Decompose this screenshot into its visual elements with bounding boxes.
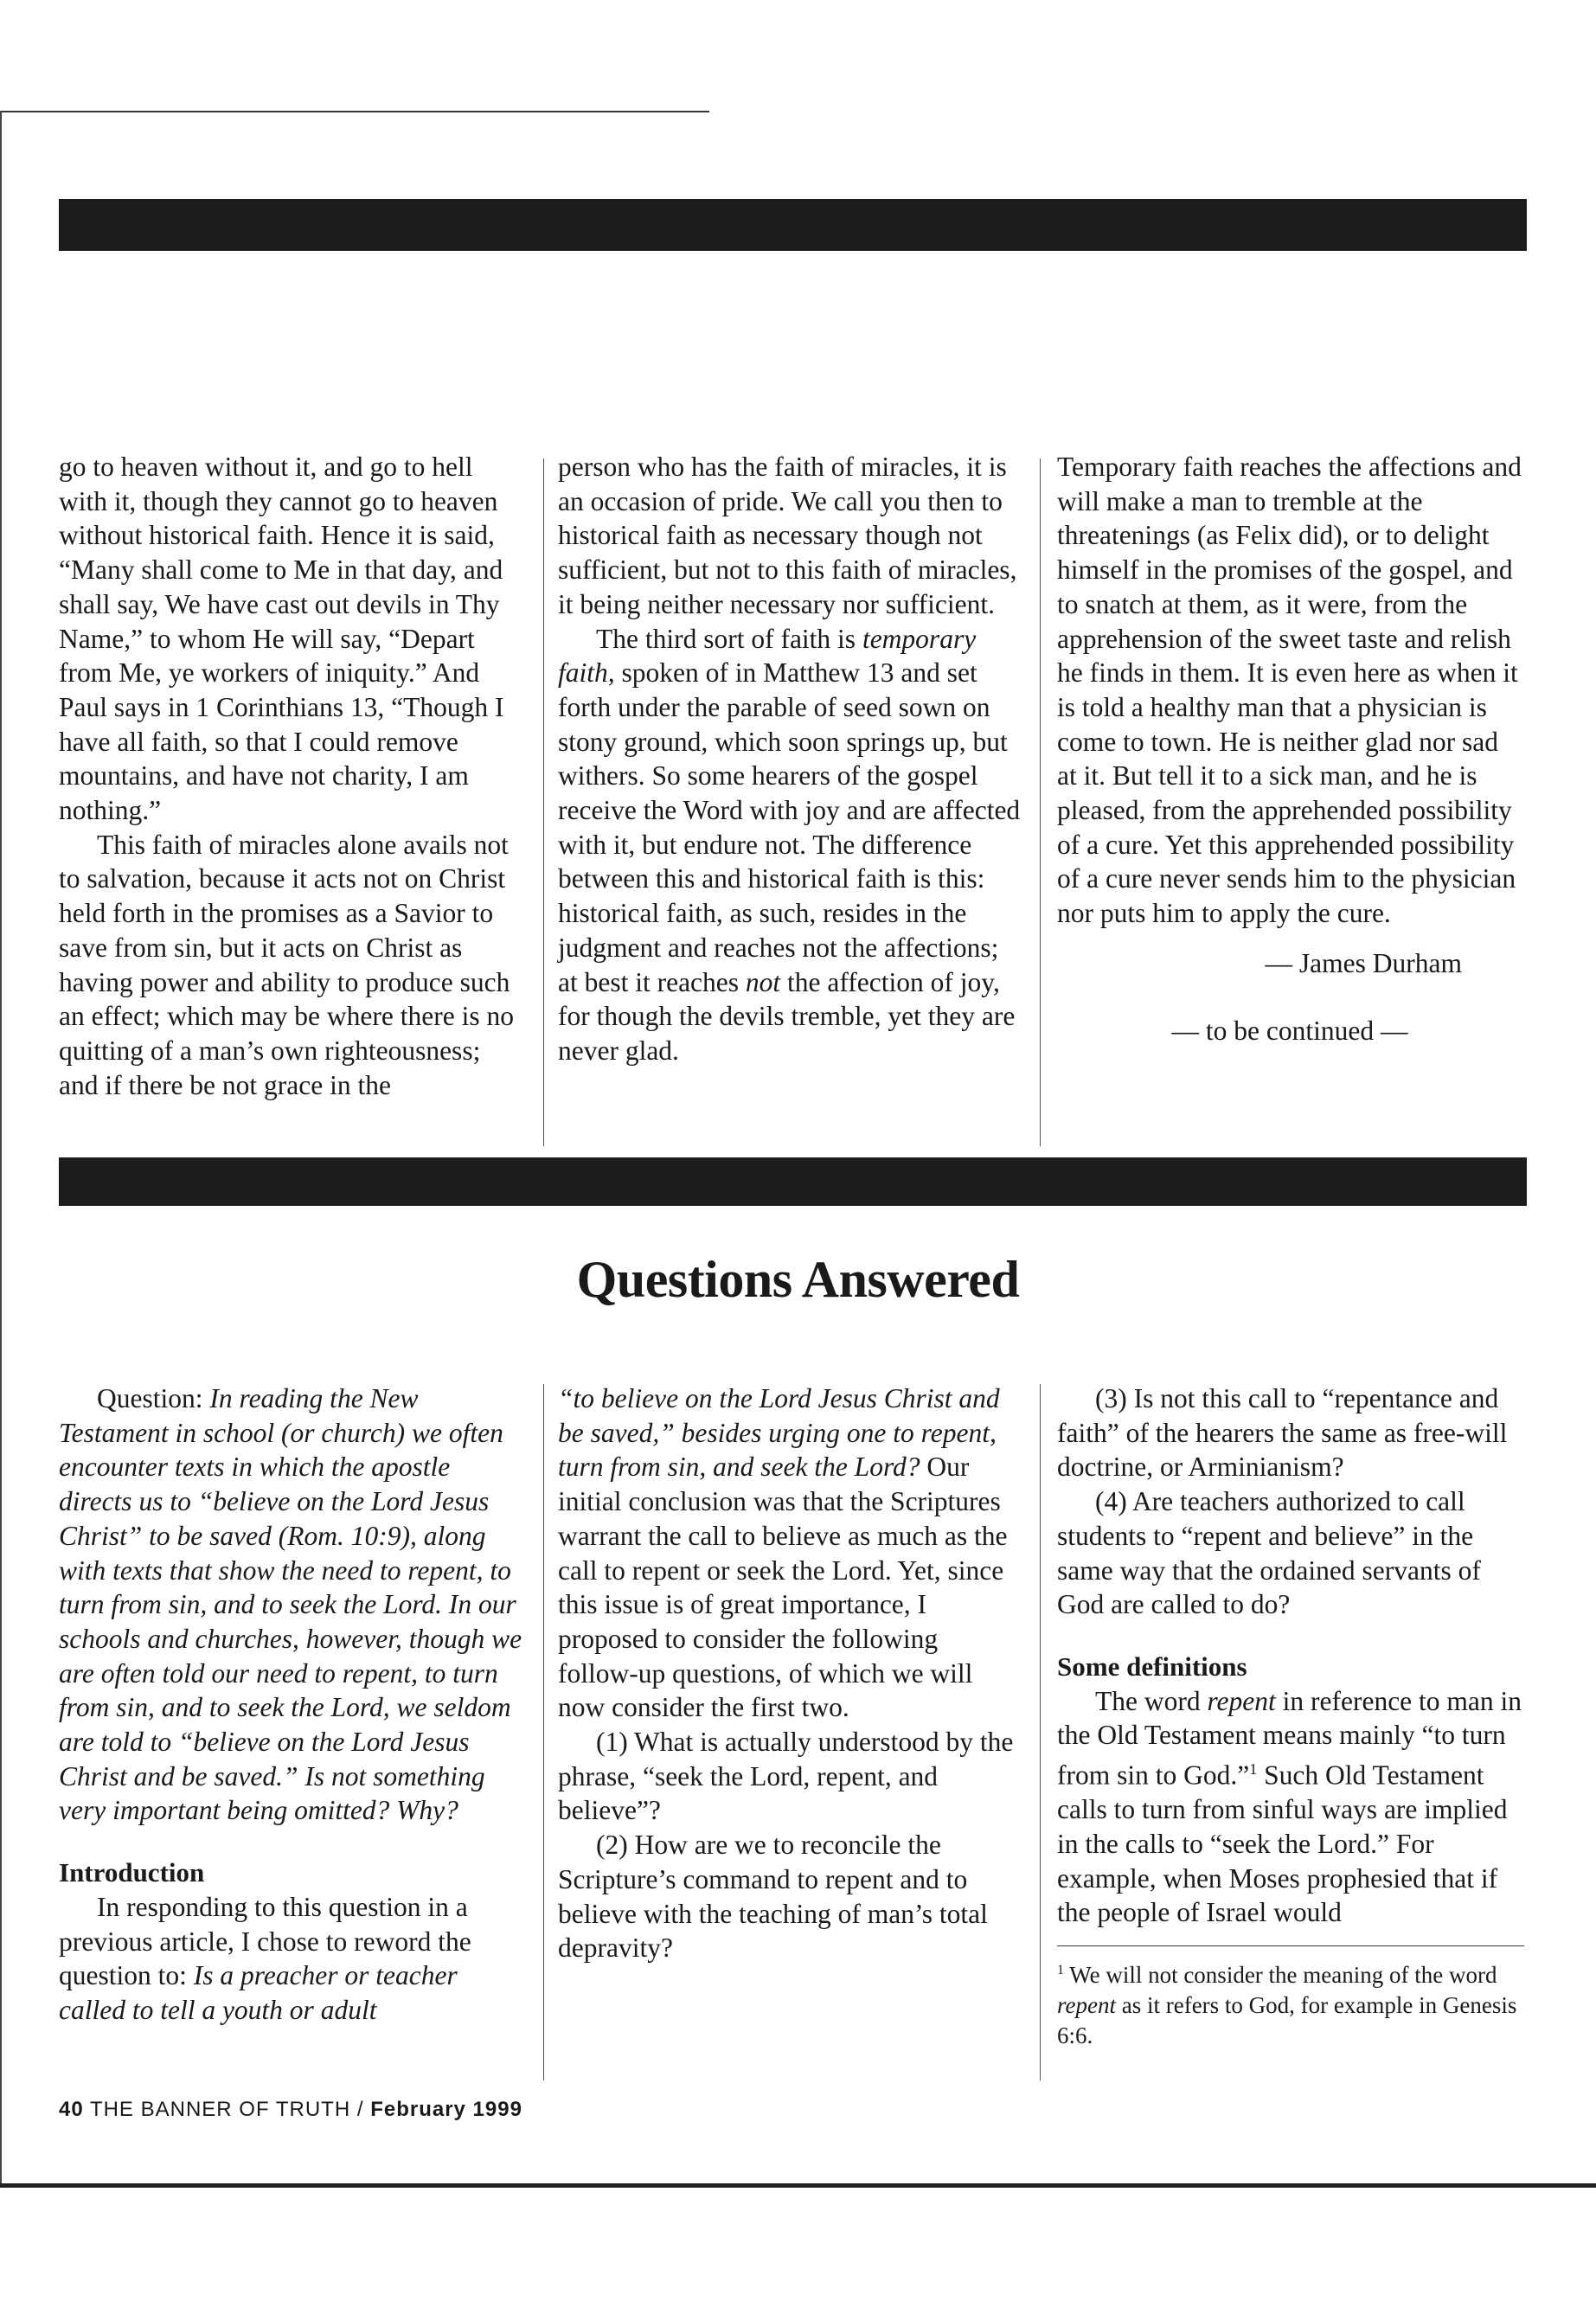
column-divider bbox=[1040, 458, 1041, 1146]
publication-name: THE BANNER OF TRUTH bbox=[89, 2098, 351, 2121]
column-divider bbox=[543, 1384, 544, 2080]
footnote-rule bbox=[1057, 1945, 1524, 1946]
middle-decorative-band bbox=[59, 1157, 1527, 1206]
article1-column-3 bbox=[1057, 450, 1522, 1048]
continued-note: — to be continued — bbox=[1171, 1015, 1408, 1046]
left-margin-rule bbox=[0, 111, 2, 2187]
author-signature: — James Durham bbox=[1265, 947, 1462, 978]
article2-col2-paragraph-1: “to believe on the Lord Jesus Christ and be saved,” besides urging one to repent, turn from sin, and seek the Lord? Our initial conclusion was that the Scriptures warrant the call to believe as much as the call to repent or seek the Lord. Yet, since this issue is of great importance, I proposed to consider the following follow-up questions, of which we will now consider the first two. bbox=[558, 1383, 1008, 1723]
introduction-paragraph: In responding to this question in a previous article, I chose to reword the question to: Is a preacher or teacher called to tell a youth or adult bbox=[59, 1891, 471, 2025]
footer-separator: / bbox=[356, 2098, 364, 2121]
article1-col3-paragraph-1: Temporary faith reaches the affections and will make a man to tremble at the threatenings (as Felix did), or to delight himself in the promises of the gospel, and to snatch at them, as it were, from the apprehension of the sweet taste and relish he finds in them. It is even here as when it is told a healthy man that a physician is come to town. He is neither glad nor sad at it. But tell it to a sick man, and he is pleased, from the apprehended possibility of a cure. Yet this apprehended possibility of a cure never sends him to the physician nor puts him to apply the cure. bbox=[1057, 452, 1522, 929]
column-divider bbox=[543, 458, 544, 1146]
top-rule bbox=[0, 111, 709, 112]
follow-up-question-4: (4) Are teachers authorized to call students to “repent and believe” in the same way that the ordained servants of God are called to do? bbox=[1057, 1486, 1481, 1620]
article1-column-2 bbox=[558, 450, 1023, 1068]
footnote-reference: 1 bbox=[1249, 1760, 1258, 1779]
follow-up-question-2: (2) How are we to reconcile the Scripture’s command to repent and to believe with the teaching of man’s total depravity? bbox=[558, 1830, 988, 1964]
article2-column-2 bbox=[558, 1381, 1023, 1965]
footnote: $^1$ We will not consider the meaning of the word repent as it refers to God, for example in Genesis 6:6. bbox=[1057, 1962, 1517, 2049]
page-footer bbox=[59, 2098, 522, 2122]
top-decorative-band bbox=[59, 199, 1527, 251]
page-number: 40 bbox=[59, 2098, 84, 2121]
article1-col2-paragraph-2: The third sort of faith is temporary faith, spoken of in Matthew 13 and set forth under the parable of seed sown on stony ground, which soon springs up, but withers. So some hearers of the gospel receive the Word with joy and are affected with it, but endure not. The difference between this and historical faith is this: historical faith, as such, resides in the judgment and reaches not the affections; at best it reaches not the affection of joy, for though the devils tremble, yet they are never glad. bbox=[558, 623, 1021, 1066]
issue-date: February 1999 bbox=[370, 2098, 522, 2121]
column-divider bbox=[1040, 1384, 1041, 2080]
article1-col2-paragraph-1: person who has the faith of miracles, it is an occasion of pride. We call you then to historical faith as necessary though not sufficient, but not to this faith of miracles, it being neither necessary nor sufficient. bbox=[558, 452, 1017, 619]
article2-column-3 bbox=[1057, 1381, 1522, 2051]
definitions-paragraph: The word repent in reference to man in the Old Testament means mainly “to turn from sin to God.”$^1$ Such Old Testament calls to turn from sinful ways are implied in the calls to “seek the Lord.” For example, when Moses prophesied that if the people of Israel would bbox=[1057, 1685, 1522, 1928]
question-paragraph: Question: In reading the New Testament in school (or church) we often encounter texts in which the apostle directs us to “believe on the Lord Jesus Christ” to be saved (Rom. 10:9), along with texts that show the need to repent, to turn from sin, and to seek the Lord. In our schools and churches, however, though we are often told our need to repent, to turn from sin, and to seek the Lord, we seldom are told to “believe on the Lord Jesus Christ and be saved.” Is not something very important being omitted? Why? bbox=[59, 1383, 522, 1826]
article1-col1-paragraph-1: go to heaven without it, and go to hell with it, though they cannot go to heaven without historical faith. Hence it is said, “Many shall come to Me in that day, and shall say, We have cast out devils in Thy Name,” to whom He will say, “Depart from Me, ye workers of iniquity.” And Paul says in 1 Corinthians 13, “Though I have all faith, so that I could remove mountains, and have not charity, I am nothing.” bbox=[59, 452, 504, 826]
article1-column-1 bbox=[59, 450, 524, 1102]
article1-col1-paragraph-2: This faith of miracles alone avails not to salvation, because it acts not on Christ held forth in the promises as a Savior to save from sin, but it acts on Christ as having power and ability to produce such an effect; which may be where there is no quitting of a man’s own righteousness; and if there be not grace in the bbox=[59, 829, 514, 1100]
bottom-rule bbox=[0, 2183, 1596, 2188]
follow-up-question-1: (1) What is actually understood by the phrase, “seek the Lord, repent, and believe”? bbox=[558, 1727, 1014, 1826]
introduction-heading: Introduction bbox=[59, 1857, 205, 1888]
definitions-heading: Some definitions bbox=[1057, 1650, 1247, 1682]
follow-up-question-3: (3) Is not this call to “repentance and faith” of the hearers the same as free-will doctrine, or Arminianism? bbox=[1057, 1383, 1508, 1483]
article-title: Questions Answered bbox=[576, 1251, 1020, 1308]
article2-column-1 bbox=[59, 1381, 524, 2028]
